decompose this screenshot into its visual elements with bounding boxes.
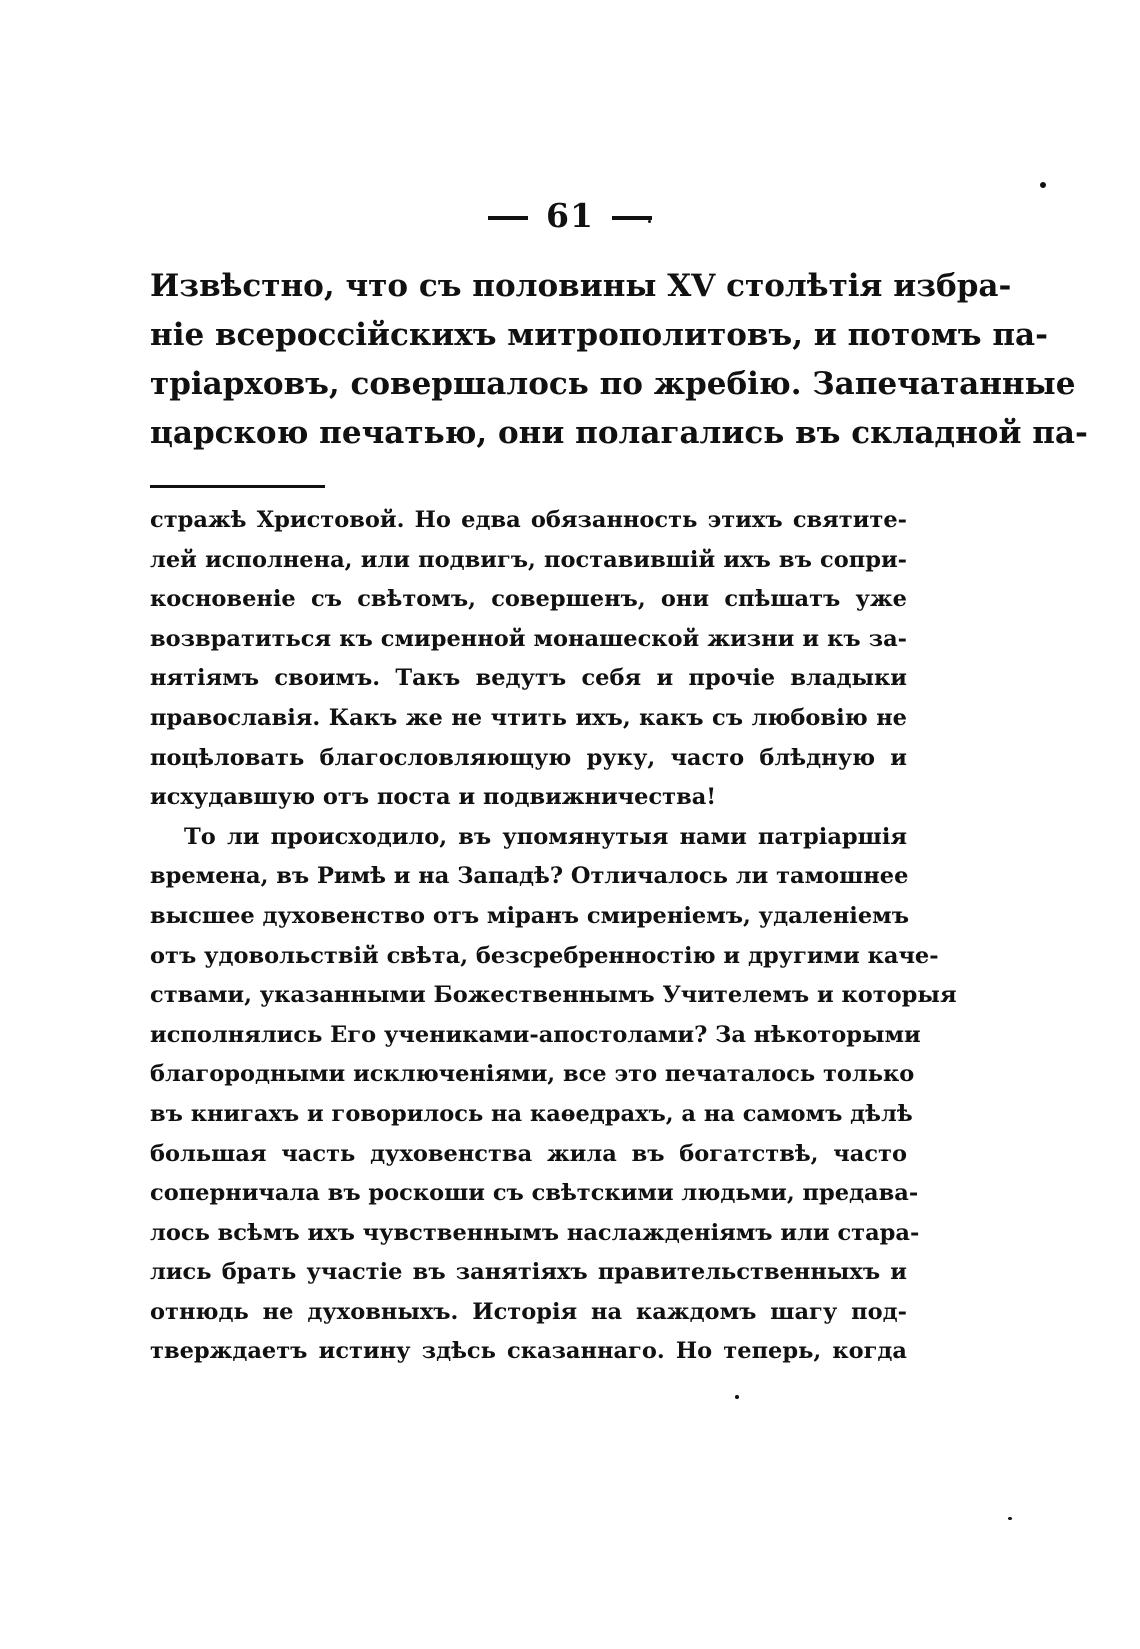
footnote-line: поцѣловать благословляющую руку, часто блѣдную и	[150, 744, 907, 771]
footnote-line: большая часть духовенства жила въ богатствѣ, часто	[150, 1140, 907, 1167]
footnote-line: въ книгахъ и говорилось на каѳедрахъ, а на самомъ дѣлѣ	[150, 1100, 913, 1127]
scan-speck	[1040, 182, 1046, 188]
footnote-line: тверждаетъ истину здѣсь сказаннаго. Но теперь, когда	[150, 1338, 907, 1365]
main-text-line: царскою печатью, они полагались въ складной па-	[150, 415, 1088, 451]
footnote-line: исполнялись Его учениками-апостолами? За нѣкоторыми	[150, 1021, 921, 1048]
main-text	[150, 262, 1088, 458]
scan-speck	[648, 220, 651, 223]
footnote-line: исхудавшую отъ поста и подвижничества!	[150, 784, 717, 811]
footnote-line: православія. Какъ же не чтить ихъ, какъ съ любовію не	[150, 704, 907, 731]
footnote-line: отъ удовольствій свѣта, безсребренностію и другими каче-	[150, 942, 939, 969]
page-number	[0, 196, 1140, 235]
footnote-line: возвратиться къ смиренной монашеской жизни и къ за-	[150, 625, 907, 652]
footnote-line: То ли происходило, въ упомянутыя нами патріаршія	[184, 823, 907, 850]
footnote-line: соперничала въ роскоши съ свѣтскими людьми, предава-	[150, 1180, 919, 1207]
footnote-line: стражѣ Христовой. Но едва обязанность этихъ святите-	[150, 507, 907, 533]
main-text-line: тріарховъ, совершалось по жребію. Запечатанные	[150, 366, 1076, 402]
main-text-line: ніе всероссійскихъ митрополитовъ, и потомъ па-	[150, 317, 1048, 353]
footnote-line: отнюдь не духовныхъ. Исторія на каждомъ шагу под-	[150, 1298, 907, 1325]
footnote-line: благородными исключеніями, все это печаталось только	[150, 1061, 915, 1088]
footnote-line: косновеніе съ свѣтомъ, совершенъ, они спѣшатъ уже	[150, 586, 907, 613]
footnote-line: высшее духовенство отъ міранъ смиреніемъ, удаленіемъ	[150, 902, 909, 929]
footnote-line: нятіямъ своимъ. Такъ ведутъ себя и прочіе владыки	[150, 665, 907, 692]
footnote-separator-rule	[150, 485, 325, 488]
main-text-line: Извѣстно, что съ половины XV столѣтія избра-	[150, 268, 1012, 304]
scan-speck	[1008, 1517, 1012, 1520]
page-number-value: 61	[546, 196, 594, 235]
footnote-line: лей исполнена, или подвигъ, поставившій ихъ въ сопри-	[150, 546, 907, 573]
scan-speck	[735, 1395, 739, 1399]
footnote-text	[150, 501, 957, 1372]
footnote-line: лись брать участіе въ занятіяхъ правительственныхъ и	[150, 1259, 907, 1286]
footnote-line: лось всѣмъ ихъ чувственнымъ наслажденіямъ или стара-	[150, 1219, 920, 1246]
footnote-line: ствами, указанными Божественнымъ Учителемъ и которыя	[150, 982, 957, 1009]
footnote-line: времена, въ Римѣ и на Западѣ? Отличалось ли тамошнее	[150, 863, 909, 890]
dash-right	[612, 216, 652, 220]
dash-left	[488, 216, 528, 220]
